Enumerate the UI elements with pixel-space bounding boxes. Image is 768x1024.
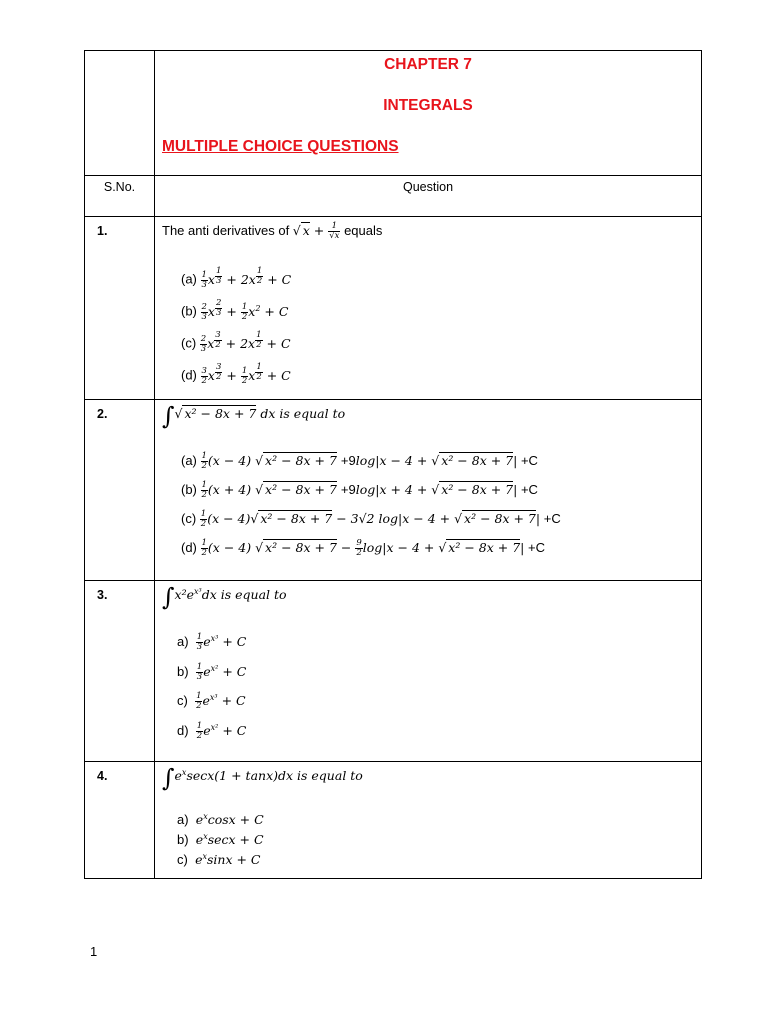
section-title: MULTIPLE CHOICE QUESTIONS [162, 138, 399, 155]
option-c: c) $e^x\sin x + C$ [177, 852, 261, 868]
question-number: 3. [85, 581, 155, 762]
question-table [84, 50, 702, 879]
option-d: (d) $\frac{3}{2}$ x $^{\frac{3}{2}}$ + $\frac{1}{2}$ x $^{\frac{1}{2}}$ + C [181, 362, 291, 386]
option-d: (d) $\frac{1}{2}$ (x − 4) √ x² − 8x + 7 − $\frac{9}{2}$ log|x − 4 + √ x² − 8x + 7| +C [181, 538, 545, 558]
question-stem: The anti derivatives of √ x + $\frac{1}{√x}$ equals [162, 221, 383, 241]
question-stem: $\int e^x\sec x(1 + \tan x)dx$ is equal to [162, 764, 363, 792]
question-cell [155, 217, 702, 400]
question-number: 1. [85, 217, 155, 400]
option-b: b) $\frac{1}{3}$ $e^{x^2} + C$ [177, 662, 247, 682]
option-d: d) $\frac{1}{2}$ $e^{x^2} + C$ [177, 721, 247, 741]
question-cell [155, 762, 702, 879]
question-cell [155, 400, 702, 581]
option-b: b) $e^x\sec x + C$ [177, 832, 264, 848]
question-number: 4. [85, 762, 155, 879]
option-c: c) $\frac{1}{2}$ $e^{x^3} + C$ [177, 691, 246, 711]
option-c: (c) $\frac{1}{2}$ (x − 4)√ x² − 8x + 7 − 3√2 log|x − 4 + √ x² − 8x + 7| +C [181, 509, 561, 529]
option-a: a) $\frac{1}{3}$ $e^{x^3} + C$ [177, 632, 247, 652]
question-number: 2. [85, 400, 155, 581]
page-number: 1 [90, 944, 98, 959]
question-stem: ∫√ x² − 8x + 7 dx is equal to [162, 402, 346, 430]
topic-title: INTEGRALS [383, 97, 473, 114]
option-c: (c) $\frac{2}{3}$ x $^{\frac{3}{2}}$ + 2x $^{\frac{1}{2}}$ + C [181, 330, 291, 354]
option-b: (b) $\frac{2}{3}$ x $^{\frac{2}{3}}$ + $\frac{1}{2}$ $x^2 + C$ [181, 298, 289, 322]
option-b: (b) $\frac{1}{2}$ (x + 4) √ x² − 8x + 7 +9log|x + 4 + √ x² − 8x + 7| +C [181, 480, 538, 500]
header-cell [155, 51, 702, 176]
header-blank-cell [85, 51, 155, 176]
option-a: (a) $\frac{1}{2}$ (x − 4) √ x² − 8x + 7 +9log|x − 4 + √ x² − 8x + 7| +C [181, 451, 538, 471]
question-stem: $\int x^2e^{x^3}dx$ is equal to [162, 583, 287, 611]
option-a: a) $e^x\cos x + C$ [177, 812, 264, 828]
option-a: (a) $\frac{1}{3}$ x $^{\frac{1}{3}}$ + 2x $^{\frac{1}{2}}$ + C [181, 266, 292, 290]
chapter-title: CHAPTER 7 [384, 56, 472, 73]
sno-column-header: S.No. [85, 176, 155, 217]
question-cell [155, 581, 702, 762]
question-column-header: Question [155, 176, 702, 217]
